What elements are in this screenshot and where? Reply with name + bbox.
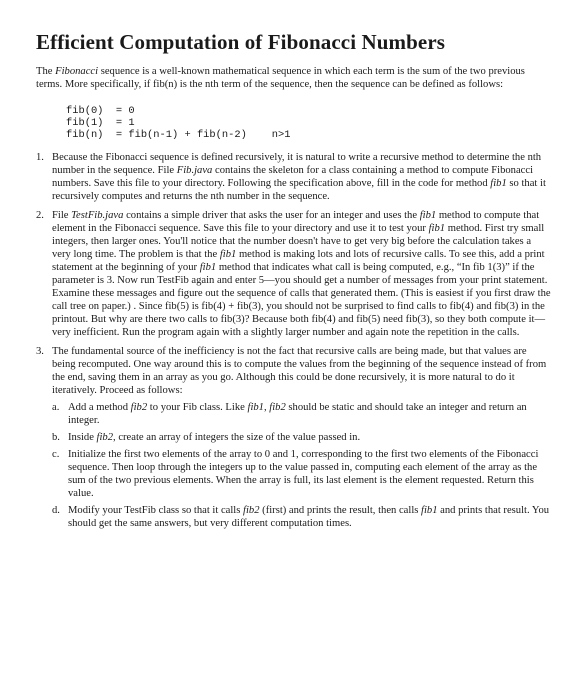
emphasis-text: fib1 — [428, 223, 446, 234]
emphasis-text: Fib.java — [176, 165, 213, 176]
sub-step-letter: b. — [52, 432, 60, 443]
text-segment: method that indicates what call is being computed, e.g., “In fib 1(3)” if the parameter is 3. Now run TestFib again and enter 5—you should get a number of messages from your print statement. Examine these messages and figure out the sequence of calls that generated them. (This is easiest if you first draw the call tree on paper.) . Since fib(5) is fib(4) + fib(3), you should not be surprised to find calls to fib(4) and fib(3) in the printout. But why are there two calls to fib(3)? Because both fib(4) and fib(5) need fib(3), so they both compute it—very inefficient. Run the program again with a slightly larger number and again note the repetition in the calls. — [52, 262, 551, 338]
text-segment: contains a simple driver that asks the user for an integer and uses the — [123, 210, 420, 221]
emphasis-text: fib1 — [421, 505, 438, 516]
sub-step-text — [68, 504, 552, 530]
intro-emphasis: Fibonacci — [55, 66, 99, 77]
exercise-list — [36, 151, 552, 530]
text-segment: File — [52, 210, 72, 221]
item-number: 2. — [36, 210, 44, 221]
sub-step-item — [52, 401, 552, 427]
code-line: fib(0) = 0 — [66, 105, 135, 117]
intro-text-start: The — [36, 66, 56, 77]
exercise-item — [36, 151, 552, 203]
text-segment: method. First try small integers, then larger ones. You'll notice that the number doesn't have to get very big before the calculation takes a very long time. The problem is that the — [52, 223, 545, 260]
text-segment: contains the skeleton for a class containing a method to compute Fibonacci numbers. Save this file to your directory. Following the specification above, fill in the code for method — [52, 165, 534, 189]
item-text — [52, 209, 552, 339]
emphasis-text: TestFib.java — [71, 210, 124, 221]
text-segment: method is making lots and lots of recursive calls. To see this, add a print statement at the beginning of your — [52, 249, 545, 273]
item-number: 3. — [36, 346, 44, 357]
text-segment: and prints that result. You should get the same answers, but very different computation times. — [68, 505, 550, 529]
emphasis-text: fib2 — [269, 402, 286, 413]
emphasis-text: fib1 — [199, 262, 217, 273]
intro-text-rest: sequence is a well-known mathematical sequence in which each term is the sum of the two previous terms. More specifically, if fib(n) is the nth term of the sequence, then the sequence can be defined as follows: — [36, 66, 525, 90]
text-segment: method to compute that element in the Fibonacci sequence. Save this file to your directory and use it to test your — [52, 210, 540, 234]
code-line: fib(n) = fib(n-1) + fib(n-2) n>1 — [66, 129, 291, 141]
text-segment: should be static and should take an integer and return an integer. — [68, 402, 527, 426]
sub-step-letter: c. — [52, 449, 60, 460]
sub-step-item — [52, 431, 552, 444]
text-segment: , create an array of integers the size of the value passed in. — [113, 432, 361, 443]
emphasis-text: fib1 — [247, 402, 264, 413]
text-segment: Inside — [68, 432, 97, 443]
emphasis-text: fib1 — [490, 178, 507, 189]
code-line: fib(1) = 1 — [66, 117, 135, 129]
emphasis-text: fib2 — [96, 432, 114, 443]
text-segment: (first) and prints the result, then calls — [259, 505, 422, 516]
emphasis-text: fib2 — [130, 402, 148, 413]
code-block — [66, 105, 552, 141]
page-title: Efficient Computation of Fibonacci Numbers — [36, 30, 446, 54]
sub-step-item — [52, 504, 552, 530]
item-number: 1. — [36, 152, 44, 163]
text-segment: Initialize the first two elements of the array to 0 and 1, corresponding to the first two elements of the Fibonacci sequence. Then loop through the integers up to the value passed in, computing each element of the array as the sum of the two previous elements. When the array is full, its last element is the element requested. Return this value. — [68, 449, 539, 499]
text-segment: , — [263, 402, 270, 413]
item-text — [52, 151, 552, 203]
sub-step-text — [68, 431, 552, 444]
text-segment: to your Fib class. Like — [147, 402, 248, 413]
intro-paragraph — [36, 65, 552, 91]
text-segment: Add a method — [68, 402, 131, 413]
sub-step-list — [52, 401, 552, 530]
sub-step-text — [68, 448, 552, 500]
text-segment: The fundamental source of the inefficiency is not the fact that recursive calls are being made, but that values are being recomputed. One way around this is to compute the values from the beginning of the sequence instead of from the end, saving them in an array as you go. Although this could be done recursively, it is more natural to do it iteratively. Proceed as follows: — [52, 346, 547, 396]
sub-step-item — [52, 448, 552, 500]
item-text — [52, 345, 552, 397]
emphasis-text: fib1 — [219, 249, 237, 260]
sub-step-letter: a. — [52, 402, 60, 413]
emphasis-text: fib2 — [243, 505, 260, 516]
sub-step-text — [68, 401, 552, 427]
emphasis-text: fib1 — [419, 210, 437, 221]
text-segment: so that it recursively computes and returns the nth number in the sequence. — [52, 178, 546, 202]
exercise-item — [36, 345, 552, 530]
exercise-item — [36, 209, 552, 339]
sub-step-letter: d. — [52, 505, 60, 516]
text-segment: Modify your TestFib class so that it calls — [68, 505, 244, 516]
text-segment: Because the Fibonacci sequence is defined recursively, it is natural to write a recursive method to determine the nth number in the sequence. File — [52, 152, 542, 176]
